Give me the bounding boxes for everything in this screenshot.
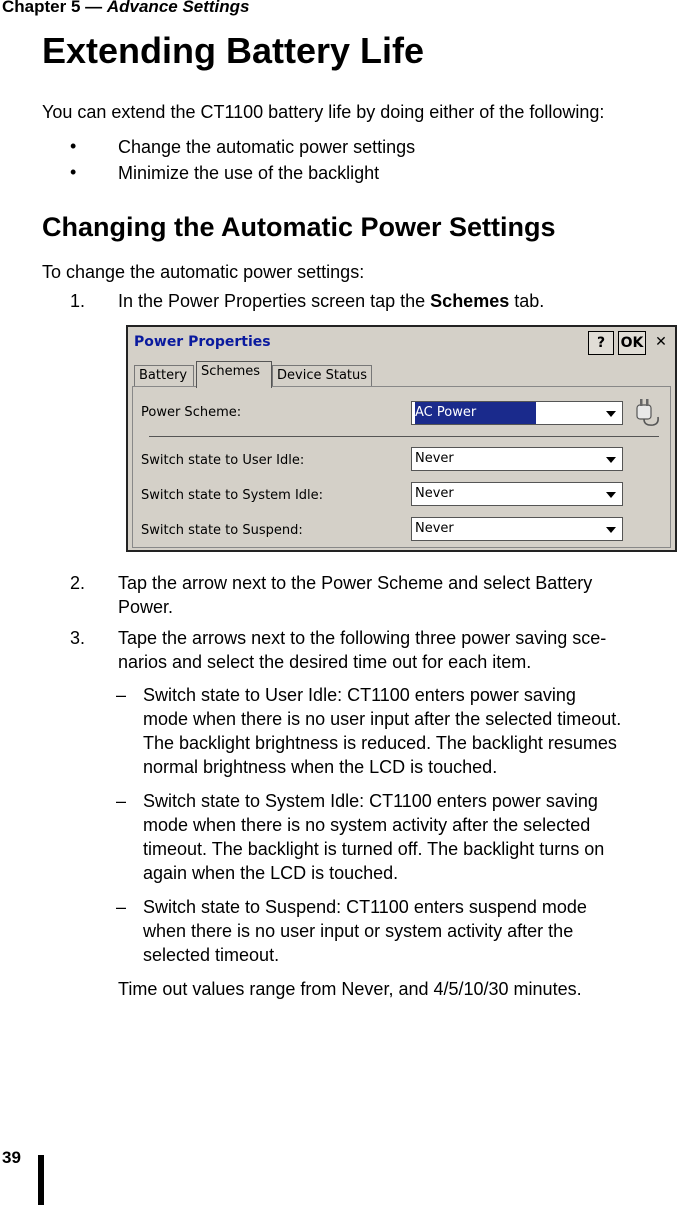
step-2-line: Power.: [118, 597, 174, 617]
power-plug-icon: [631, 395, 661, 429]
section-intro: To change the automatic power settings:: [42, 262, 365, 282]
sub-item-line: mode when there is no system activity after the selected: [143, 815, 591, 835]
tab-schemes[interactable]: Schemes: [196, 361, 272, 388]
step-3-line: narios and select the desired time out for each item.: [118, 652, 532, 672]
sub-item-line: normal brightness when the LCD is touched.: [143, 757, 498, 777]
divider: [149, 436, 659, 437]
tab-strip: [132, 361, 672, 387]
chapter-header: Chapter 5 — Advance Settings: [2, 0, 250, 16]
schemes-panel: [132, 386, 671, 548]
step-2-line: Tap the arrow next to the Power Scheme and select Battery: [118, 573, 593, 593]
step-number: 3.: [70, 628, 86, 648]
dash-marker: –: [116, 791, 127, 811]
user-idle-select[interactable]: [411, 447, 623, 471]
user-idle-value: Never: [415, 451, 454, 466]
chevron-down-icon: [606, 457, 616, 463]
sub-item-line: mode when there is no user input after the selected timeout.: [143, 709, 622, 729]
page-title: Extending Battery Life: [42, 30, 425, 71]
tab-device-status[interactable]: Device Status: [272, 365, 372, 387]
step-number: 1.: [70, 291, 86, 311]
system-idle-value: Never: [415, 486, 454, 501]
power-scheme-label: Power Scheme:: [141, 405, 242, 420]
sub-item-line: again when the LCD is touched.: [143, 863, 399, 883]
close-button[interactable]: ✕: [655, 334, 667, 350]
dash-marker: –: [116, 897, 127, 917]
system-idle-select[interactable]: [411, 482, 623, 506]
sub-item-line: Switch state to User Idle: CT1100 enters power saving: [143, 685, 576, 705]
chevron-down-icon: [606, 411, 616, 417]
suspend-label: Switch state to Suspend:: [141, 523, 303, 538]
page-margin-rule: [38, 1155, 44, 1205]
help-button[interactable]: ?: [588, 331, 614, 355]
section-title: Changing the Automatic Power Settings: [42, 212, 556, 242]
power-properties-dialog: [126, 325, 677, 552]
step-3-line: Tape the arrows next to the following three power saving sce-: [118, 628, 607, 648]
chevron-down-icon: [606, 527, 616, 533]
step-1-text: In the Power Properties screen tap the Schemes tab.: [118, 291, 545, 311]
system-idle-label: Switch state to System Idle:: [141, 488, 324, 503]
power-scheme-select[interactable]: [411, 401, 623, 425]
sub-item-line: Switch state to Suspend: CT1100 enters suspend mode: [143, 897, 587, 917]
sub-item-line: selected timeout.: [143, 945, 280, 965]
user-idle-label: Switch state to User Idle:: [141, 453, 305, 468]
dialog-title-bar: [128, 327, 675, 359]
ok-button[interactable]: OK: [618, 331, 646, 355]
suspend-select[interactable]: [411, 517, 623, 541]
sub-item-line: timeout. The backlight is turned off. The backlight turns on: [143, 839, 605, 859]
bullet-text: Change the automatic power settings: [118, 137, 416, 157]
bullet-text: Minimize the use of the backlight: [118, 163, 380, 183]
sub-item-line: when there is no user input or system activity after the: [143, 921, 574, 941]
dialog-title: Power Properties: [134, 334, 271, 350]
dash-marker: –: [116, 685, 127, 705]
suspend-value: Never: [415, 521, 454, 536]
bullet-item: •: [70, 136, 77, 156]
step-number: 2.: [70, 573, 86, 593]
timeout-note: Time out values range from Never, and 4/5/10/30 minutes.: [118, 979, 582, 999]
tab-battery[interactable]: Battery: [134, 365, 194, 387]
sub-item-line: The backlight brightness is reduced. The backlight resumes: [143, 733, 617, 753]
chevron-down-icon: [606, 492, 616, 498]
power-scheme-value: AC Power: [415, 402, 536, 424]
page-number: 39: [2, 1148, 21, 1167]
bullet-item: •: [70, 162, 77, 182]
sub-item-line: Switch state to System Idle: CT1100 enters power saving: [143, 791, 598, 811]
intro-text: You can extend the CT1100 battery life by doing either of the following:: [42, 102, 605, 122]
